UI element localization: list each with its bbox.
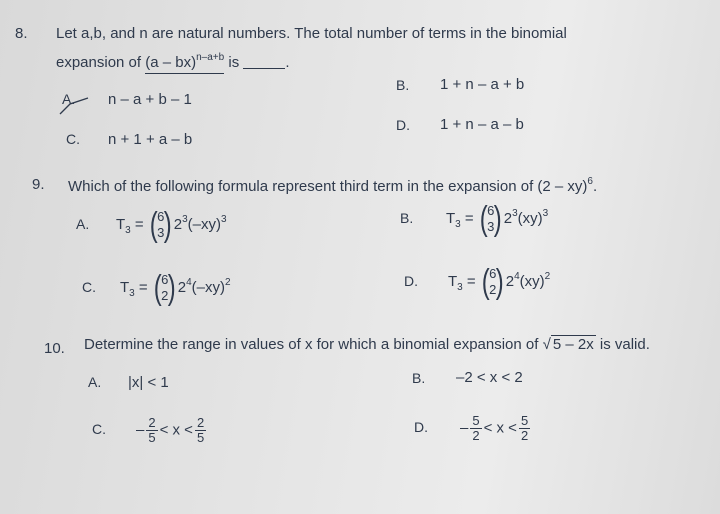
equals-sign: = <box>464 209 474 227</box>
end-period: . <box>592 178 598 195</box>
fraction <box>195 416 206 445</box>
binomial-coefficient: ( 6 2 ) <box>153 269 177 307</box>
option-text: –2 < x < 2 <box>456 369 523 386</box>
fraction-numerator: 5 <box>520 413 529 428</box>
option-c[interactable] <box>82 271 231 305</box>
tail-term: (–xy) <box>191 278 225 296</box>
term-symbol: T <box>448 272 458 290</box>
question-text-main: Determine the range in values of x for which a binomial expansion of <box>84 336 539 353</box>
option-letter: C. <box>66 131 80 147</box>
question-text-prefix: expansion of <box>56 54 142 71</box>
equals-sign: = <box>466 272 476 290</box>
binom-top: 6 <box>487 203 495 218</box>
binomial-coefficient: ( 6 3 ) <box>149 206 173 244</box>
option-text: n – a + b – 1 <box>108 91 192 108</box>
option-text: |x| < 1 <box>128 374 169 391</box>
expression-base: (a – bx) <box>145 54 197 71</box>
option-letter: D. <box>404 272 418 289</box>
term-symbol: T <box>116 215 126 233</box>
term-subscript: 3 <box>129 287 135 299</box>
fraction <box>146 416 157 445</box>
term-subscript: 3 <box>457 281 463 293</box>
power-base: 2 <box>503 209 513 227</box>
term-symbol: T <box>446 209 456 227</box>
fraction-numerator: 2 <box>148 415 156 430</box>
option-b[interactable] <box>400 202 548 236</box>
option-letter: A. <box>62 91 76 107</box>
inequality: < x < <box>483 419 517 437</box>
question-text <box>68 176 597 195</box>
fraction <box>470 414 481 443</box>
option-letter: C. <box>82 278 96 295</box>
fraction-numerator: 5 <box>472 413 480 428</box>
tail-term: (–xy) <box>187 215 221 233</box>
expression-exponent: n–a+b <box>196 52 225 63</box>
inequality: < x < <box>159 421 193 439</box>
power-exponent: 4 <box>186 276 192 288</box>
minus-sign: – <box>136 421 145 439</box>
tail-term: (xy) <box>519 272 545 290</box>
option-text: n + 1 + a – b <box>108 131 193 148</box>
binom-bottom: 3 <box>157 225 165 240</box>
answer-blank <box>243 68 285 69</box>
question-number: 9. <box>32 176 45 193</box>
tail-exponent: 3 <box>220 213 227 225</box>
binom-top: 6 <box>161 272 169 287</box>
power-base: 2 <box>505 272 515 290</box>
term-subscript: 3 <box>125 224 131 236</box>
binom-top: 6 <box>489 266 497 281</box>
option-d[interactable] <box>404 265 550 299</box>
fraction-denominator: 5 <box>148 430 156 445</box>
tick-mark-icon <box>58 96 92 118</box>
option-text: 1 + n – a + b <box>440 76 525 93</box>
option-letter: C. <box>92 421 106 438</box>
binomial-expression <box>537 178 593 195</box>
question-number: 10. <box>44 340 65 357</box>
option-d[interactable] <box>414 414 532 443</box>
option-c[interactable] <box>92 416 208 445</box>
option-letter: A. <box>76 215 90 232</box>
minus-sign: – <box>460 419 469 437</box>
power-base: 2 <box>177 278 187 296</box>
question-text-line2 <box>56 52 290 71</box>
binom-top: 6 <box>157 209 165 224</box>
expression-exponent: 6 <box>587 176 593 187</box>
option-letter: D. <box>396 117 410 133</box>
binom-bottom: 2 <box>489 282 497 297</box>
question-text-suffix: is valid. <box>599 336 650 353</box>
binomial-coefficient: ( 6 3 ) <box>479 200 503 238</box>
fraction-denominator: 2 <box>472 428 480 443</box>
expression-base: (2 – xy) <box>537 178 588 195</box>
term-symbol: T <box>120 278 130 296</box>
fraction-numerator: 2 <box>196 415 205 430</box>
question-text-line1: Let a,b, and n are natural numbers. The total number of terms in the binomial <box>56 25 567 42</box>
binomial-expression <box>145 54 224 74</box>
binomial-coefficient: ( 6 2 ) <box>481 263 505 301</box>
option-letter: B. <box>396 77 410 93</box>
tail-exponent: 2 <box>224 276 231 288</box>
question-text-main: Which of the following formula represent third term in the expansion of <box>68 178 534 195</box>
power-exponent: 4 <box>514 270 520 282</box>
sqrt-icon: √ <box>542 336 551 353</box>
fraction <box>519 414 530 443</box>
binom-bottom: 3 <box>487 219 495 234</box>
option-a[interactable] <box>76 208 227 242</box>
option-letter: B. <box>400 209 414 226</box>
equals-sign: = <box>138 278 148 296</box>
radicand: 5 – 2x <box>552 336 594 353</box>
question-number: 8. <box>15 25 28 42</box>
tail-exponent: 2 <box>544 270 551 282</box>
end-period: . <box>285 54 290 71</box>
option-letter: B. <box>412 370 426 386</box>
question-text <box>84 336 650 353</box>
fraction-denominator: 2 <box>520 428 529 443</box>
tail-term: (xy) <box>517 209 543 227</box>
term-subscript: 3 <box>455 218 461 230</box>
option-text: 1 + n – a – b <box>440 116 524 133</box>
power-exponent: 3 <box>182 213 188 225</box>
fraction-denominator: 5 <box>196 430 205 445</box>
square-root-expression <box>543 336 596 353</box>
equals-sign: = <box>134 215 144 233</box>
power-exponent: 3 <box>512 207 518 219</box>
question-text-suffix: is <box>228 54 240 71</box>
option-letter: D. <box>414 419 428 436</box>
option-letter: A. <box>88 374 102 390</box>
binom-bottom: 2 <box>161 288 169 303</box>
power-base: 2 <box>173 215 183 233</box>
tail-exponent: 3 <box>542 207 549 219</box>
